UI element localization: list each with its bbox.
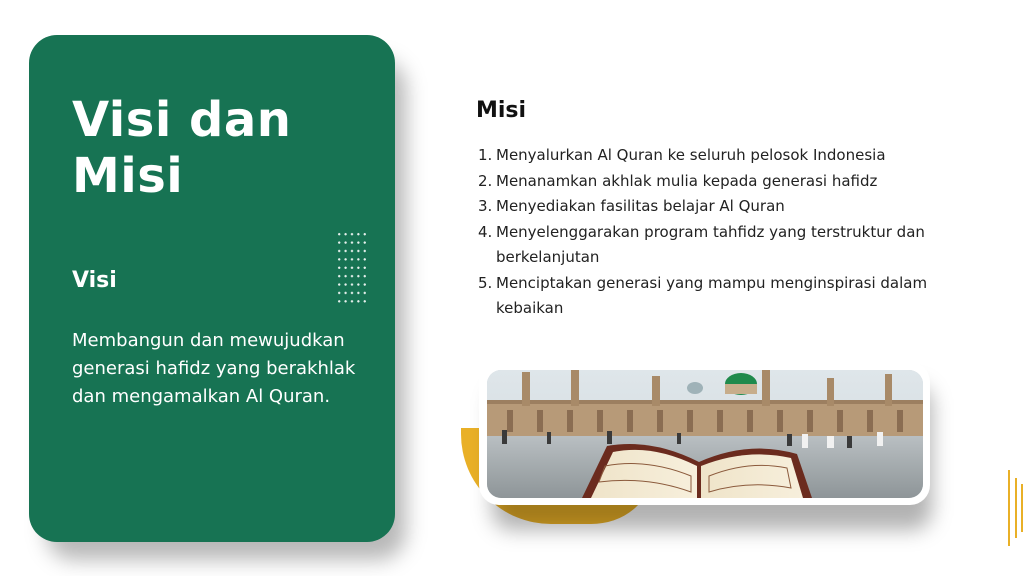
visi-text: Membangun dan mewujudkan generasi hafidz yang berakhlak dan mengamalkan Al Quran. xyxy=(72,330,356,407)
misi-item-number: 5. xyxy=(478,273,493,292)
misi-item-text: Menciptakan generasi yang mampu menginspirasi dalam kebaikan xyxy=(496,273,928,317)
visi-heading: Visi xyxy=(72,268,117,293)
misi-item xyxy=(478,271,938,322)
misi-item xyxy=(478,143,938,169)
misi-list xyxy=(478,143,938,322)
misi-item-number: 1. xyxy=(478,146,493,164)
mosque-quran-photo xyxy=(487,370,923,498)
misi-item-number: 2. xyxy=(478,171,493,190)
misi-item-text: Menyelenggarakan program tahfidz yang terstruktur dan berkelanjutan xyxy=(496,222,925,266)
dot-grid-decoration xyxy=(336,230,368,304)
misi-item-text: Menyediakan fasilitas belajar Al Quran xyxy=(496,197,785,215)
misi-item xyxy=(478,169,938,195)
misi-item-number: 3. xyxy=(478,197,493,215)
gold-bar xyxy=(1008,470,1010,546)
gold-bar xyxy=(1021,484,1023,532)
misi-heading: Misi xyxy=(476,98,527,123)
gold-bar xyxy=(1015,478,1017,538)
misi-item-text: Menyalurkan Al Quran ke seluruh pelosok Indonesia xyxy=(496,146,886,164)
misi-item xyxy=(478,220,938,271)
misi-item-text: Menanamkan akhlak mulia kepada generasi hafidz xyxy=(496,171,878,190)
misi-item-number: 4. xyxy=(478,222,493,241)
misi-item xyxy=(478,194,938,220)
page-title: Visi dan Misi xyxy=(72,92,292,204)
gold-bars-decoration xyxy=(1008,470,1024,546)
